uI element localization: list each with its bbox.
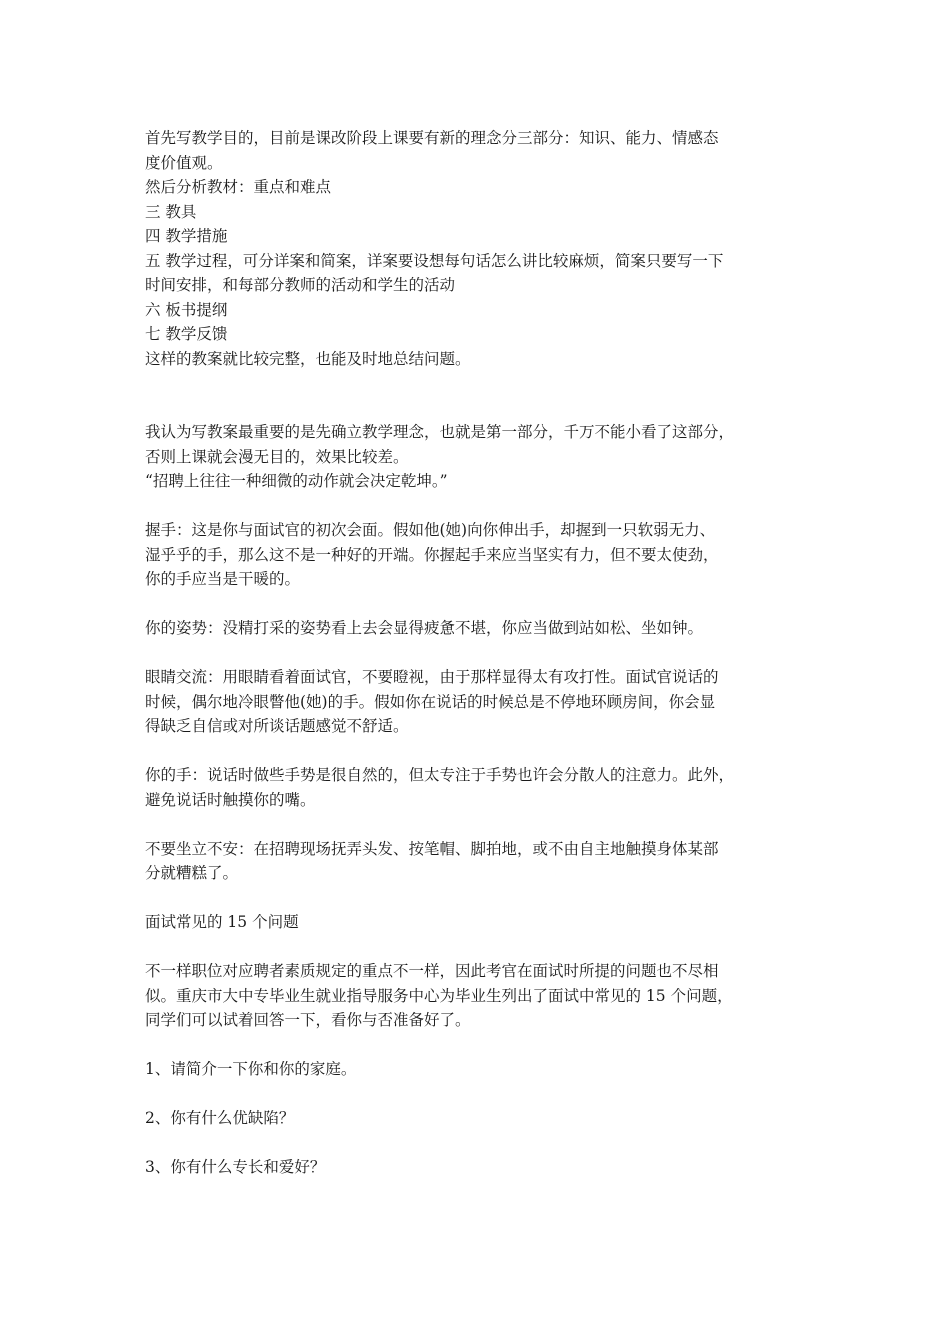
hands-paragraph <box>145 763 810 812</box>
paragraph-line: 避免说话时触摸你的嘴。 <box>145 790 316 809</box>
paragraph-line: 湿乎乎的手，那么这不是一种好的开端。你握起手来应当坚实有力，但不要太使劲， <box>145 545 719 564</box>
paragraph-line: 眼睛交流：用眼睛看着面试官，不要瞪视，由于那样显得太有攻打性。面试官说话的 <box>145 668 719 686</box>
intro-line: 首先写教学目的，目前是课改阶段上课要有新的理念分三部分：知识、能力、情感态 <box>145 129 719 147</box>
opinion-line: 否则上课就会漫无目的，效果比较差。 <box>145 447 409 466</box>
question-item: 2、你有什么优缺陷？ <box>145 1109 295 1127</box>
opinion-line: 我认为写教案最重要的是先确立教学理念，也就是第一部分，千万不能小看了这部分， <box>145 423 735 441</box>
paragraph-line: 握手：这是你与面试官的初次会面。假如他(她)向你伸出手，却握到一只软弱无力、 <box>145 521 716 539</box>
questions-intro-paragraph <box>145 959 810 1033</box>
item-teaching-process: 时间安排，和每部分教师的活动和学生的活动 <box>145 276 456 294</box>
questions-heading: 面试常见的 15 个问题 <box>145 913 299 931</box>
paragraph-line: 你的手应当是干暖的。 <box>145 570 301 588</box>
paragraph-line: 你的手：说话时做些手势是很自然的，但太专注于手势也许会分散人的注意力。此外， <box>145 766 735 784</box>
intro-line: 度价值观。 <box>145 153 223 172</box>
item-teaching-measures: 四 教学措施 <box>145 227 228 245</box>
paragraph-line: 似。重庆市大中专毕业生就业指导服务中心为毕业生列出了面试中常见的 15 个问题， <box>145 986 733 1005</box>
question-item: 3、你有什么专长和爱好？ <box>145 1158 326 1176</box>
paragraph-line: 你的姿势：没精打采的姿势看上去会显得疲惫不堪，你应当做到站如松、坐如钟。 <box>145 619 704 637</box>
paragraph-line: 分就糟糕了。 <box>145 864 239 882</box>
eye-contact-paragraph <box>145 665 810 739</box>
paragraph-line: 时候，偶尔地冷眼瞥他(她)的手。假如你在说话的时候总是不停地环顾房间，你会显 <box>145 692 716 711</box>
question-item: 1、请简介一下你和你的家庭。 <box>145 1060 357 1078</box>
quote-line: “招聘上往往一种细微的动作就会决定乾坤。” <box>145 472 448 490</box>
document-body <box>145 126 810 1180</box>
item-teaching-feedback: 七 教学反馈 <box>145 325 228 343</box>
item-board-outline: 六 板书提纲 <box>145 300 228 319</box>
paragraph-line: 不要坐立不安：在招聘现场抚弄头发、按笔帽、脚拍地，或不由自主地触摸身体某部 <box>145 839 719 858</box>
paragraph-line: 得缺乏自信或对所谈话题感觉不舒适。 <box>145 717 409 735</box>
posture-paragraph <box>145 616 810 641</box>
item-teaching-process: 五 教学过程，可分详案和简案，详案要设想每句话怎么讲比较麻烦，简案只要写一下 <box>145 251 724 270</box>
paragraph-line: 不一样职位对应聘者素质规定的重点不一样，因此考官在面试时所提的问题也不尽相 <box>145 962 719 980</box>
opinion-section <box>145 420 810 494</box>
item-teaching-aids: 三 教具 <box>145 202 197 221</box>
lesson-plan-section <box>145 126 810 371</box>
fidget-paragraph <box>145 837 810 886</box>
summary-line: 这样的教案就比较完整，也能及时地总结问题。 <box>145 349 471 368</box>
paragraph-line: 同学们可以试着回答一下，看你与否准备好了。 <box>145 1011 471 1029</box>
analysis-line: 然后分析教材：重点和难点 <box>145 178 332 196</box>
handshake-paragraph <box>145 518 810 592</box>
